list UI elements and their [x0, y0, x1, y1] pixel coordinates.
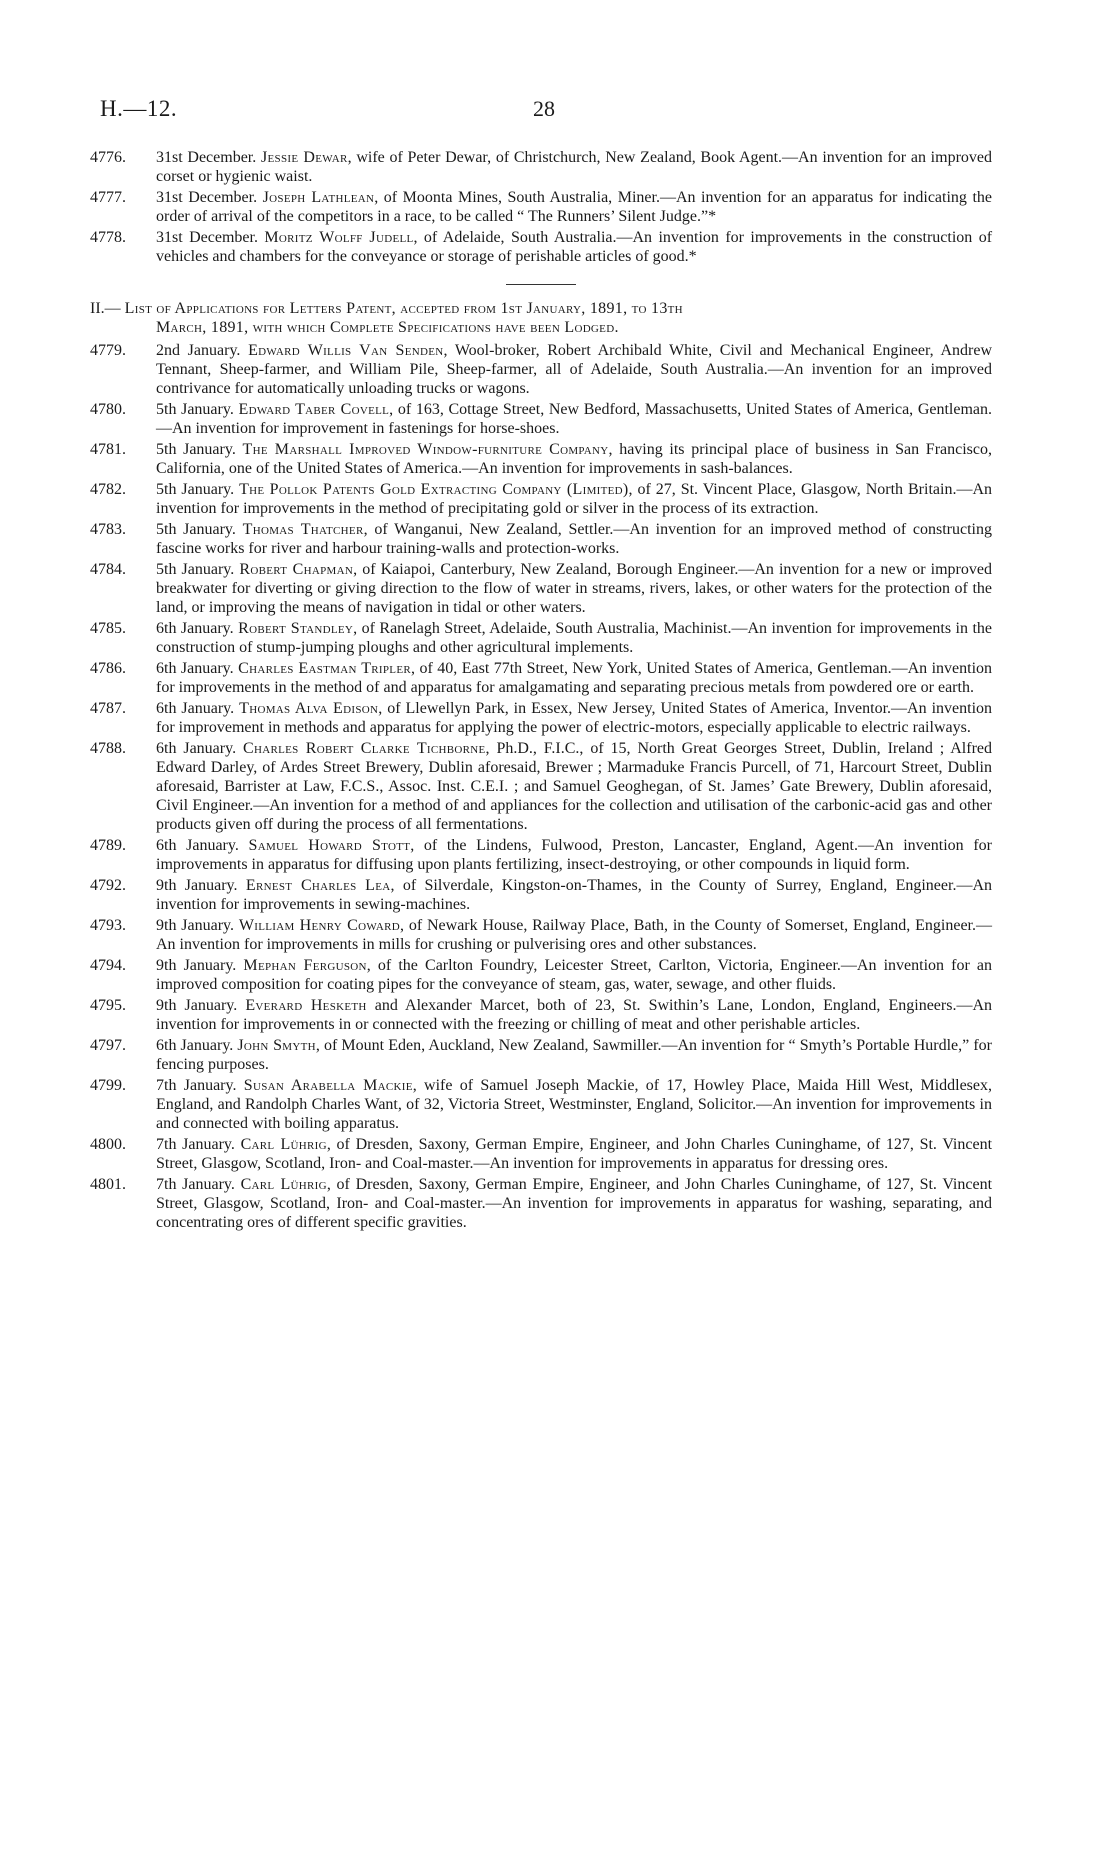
entry-date: 9th January. — [156, 917, 234, 934]
entry — [90, 480, 992, 518]
entries-list — [90, 341, 992, 1232]
section-title-line-2: March, 1891, with which Complete Specifications have been Lodged. — [156, 319, 619, 336]
entry-applicant: Everard Hesketh — [245, 997, 367, 1014]
entry-number: 4797. — [90, 1037, 126, 1054]
entry-number: 4780. — [90, 401, 126, 418]
entry-number: 4783. — [90, 521, 126, 538]
entry-date: 6th January. — [156, 660, 234, 677]
section-heading-line-1 — [90, 299, 992, 318]
entry-date: 5th January. — [156, 561, 235, 578]
running-head — [90, 96, 992, 136]
document-reference: H.—12. — [100, 96, 178, 121]
entry-number: 4778. — [90, 229, 126, 246]
entry-date: 6th January. — [156, 837, 239, 854]
entry-text: , Ph.D., F.I.C., of 15, North Great Georges Street, Dublin, Ireland ; Alfred Edward Darley, of Ardes Street Brewery, Dublin aforesaid, Brewer ; Marmaduke Francis Purcell, of 71, Harcourt Street, Dublin aforesaid, Barrister at Law, F.C.S., Assoc. Inst. C.E.I. ; and Samuel Geoghegan, of St. James’ Gate Brewery, Dublin aforesaid, Civil Engineer.—An invention for a method of and appliances for the collection and utilisation of the carbonic-acid gas and other products given off during the process of all fermentations. — [156, 740, 993, 833]
entry-text: , of 40, East 77th Street, New York, United States of America, Gentleman.—An invention for improvements in the method of and apparatus for amalgamating and separating precious metals from powdered ore or earth. — [156, 660, 993, 696]
entries-top — [90, 148, 992, 266]
entry-text: , of Silverdale, Kingston-on-Thames, in the County of Surrey, England, Engineer.—An invention for improvements in sewing-machines. — [156, 877, 993, 913]
section-heading — [90, 299, 992, 337]
entry-text: , of Moonta Mines, South Australia, Miner.—An invention for an apparatus for indicating the order of arrival of the competitors in a race, to be called “ The Runners’ Silent Judge.”* — [156, 189, 993, 225]
entry — [90, 619, 992, 657]
document-page — [90, 96, 992, 1234]
entry-applicant: Robert Standley — [238, 620, 354, 637]
entry-text: , having its principal place of business in San Francisco, California, one of the United States of America.—An invention for improvements in sash-balances. — [156, 441, 993, 477]
entry — [90, 560, 992, 617]
entry-number: 4782. — [90, 481, 126, 498]
entry-number: 4779. — [90, 342, 126, 359]
entry-number: 4801. — [90, 1176, 126, 1193]
entry-number: 4795. — [90, 997, 126, 1014]
entry-number: 4781. — [90, 441, 126, 458]
entry-applicant: Robert Chapman — [239, 561, 354, 578]
entry — [90, 996, 992, 1034]
entry-date: 5th January. — [156, 441, 236, 458]
entry-applicant: Samuel Howard Stott — [248, 837, 411, 854]
entry-applicant: Edward Willis Van Senden — [248, 342, 444, 359]
entry-text: , Wool-broker, Robert Archibald White, Civil and Mechanical Engineer, Andrew Tennant, Sheep-farmer, and William Pile, Sheep-farmer, all of Adelaide, South Australia.—An invention for an improved contrivance for automatically unloading trucks or wagons. — [156, 342, 992, 397]
entry-date: 7th January. — [156, 1176, 235, 1193]
entry-text: , of Newark House, Railway Place, Bath, in the County of Somerset, England, Engineer.—An invention for improvements in mills for crushing or pulverising ores and other substances. — [156, 917, 993, 953]
entry — [90, 1175, 992, 1232]
entry-applicant: William Henry Coward — [238, 917, 400, 934]
entry — [90, 1135, 992, 1173]
entry — [90, 341, 992, 398]
entry-text: , of 163, Cottage Street, New Bedford, Massachusetts, United States of America, Gentleman.—An invention for improvement in fastenings for horse-shoes. — [156, 401, 993, 437]
entry-text: , of Dresden, Saxony, German Empire, Engineer, and John Charles Cuninghame, of 127, St. Vincent Street, Glasgow, Scotland, Iron- and Coal-master.—An invention for improvements in apparatus for dressing ores. — [156, 1136, 993, 1172]
entry-date: 6th January. — [156, 740, 237, 757]
entry-date: 6th January. — [156, 1037, 234, 1054]
entry — [90, 400, 992, 438]
entry-applicant: Mephan Ferguson — [243, 957, 367, 974]
entry — [90, 148, 992, 186]
entry — [90, 520, 992, 558]
entry-date: 2nd January. — [156, 342, 241, 359]
section-title-line-1: List of Applications for Letters Patent, accepted from 1st January, 1891, to 13th — [124, 300, 683, 317]
entry-date: 5th January. — [156, 521, 236, 538]
section-label: II.— — [90, 300, 121, 317]
entry-date: 6th January. — [156, 700, 235, 717]
entry-text: , of Kaiapoi, Canterbury, New Zealand, Borough Engineer.—An invention for a new or improved breakwater for diverting or giving direction to the flow of water in streams, rivers, lakes, or other waters for the protection of the land, or improving the means of navigation in tidal or other waters. — [156, 561, 992, 616]
entry-text: , of Wanganui, New Zealand, Settler.—An invention for an improved method of constructing fascine works for river and harbour training-walls and protection-works. — [156, 521, 993, 557]
entry — [90, 228, 992, 266]
entry-applicant: John Smyth — [237, 1037, 316, 1054]
entry-applicant: Thomas Thatcher — [242, 521, 364, 538]
entry — [90, 876, 992, 914]
entry-number: 4776. — [90, 149, 126, 166]
entry-date: 7th January. — [156, 1077, 237, 1094]
page-number: 28 — [533, 96, 555, 121]
entry-number: 4786. — [90, 660, 126, 677]
entry-date: 9th January. — [156, 877, 238, 894]
entry-date: 6th January. — [156, 620, 234, 637]
entry — [90, 836, 992, 874]
entry — [90, 739, 992, 834]
entry-applicant: Charles Eastman Tripler — [238, 660, 411, 677]
entry-number: 4777. — [90, 189, 126, 206]
entry-applicant: Moritz Wolff Judell — [264, 229, 414, 246]
section-divider — [506, 284, 576, 285]
entry-date: 31st December. — [156, 229, 258, 246]
entry — [90, 1076, 992, 1133]
entry-date: 5th January. — [156, 481, 235, 498]
entry-date: 7th January. — [156, 1136, 235, 1153]
entry-applicant: Carl Lührig — [240, 1136, 327, 1153]
entry-text: , of Llewellyn Park, in Essex, New Jersey, United States of America, Inventor.—An invention for improvement in methods and apparatus for applying the power of electric-motors, especially applicable to electric railways. — [156, 700, 993, 736]
entry-text: , wife of Peter Dewar, of Christchurch, New Zealand, Book Agent.—An invention for an improved corset or hygienic waist. — [156, 149, 992, 185]
entry-date: 9th January. — [156, 997, 238, 1014]
entry-number: 4784. — [90, 561, 126, 578]
entry-date: 5th January. — [156, 401, 234, 418]
entry — [90, 659, 992, 697]
entry-text: , of Mount Eden, Auckland, New Zealand, Sawmiller.—An invention for “ Smyth’s Portable Hurdle,” for fencing purposes. — [156, 1037, 993, 1073]
entry-number: 4788. — [90, 740, 126, 757]
entry-number: 4793. — [90, 917, 126, 934]
entry-applicant: Charles Robert Clarke Tichborne — [242, 740, 486, 757]
entry-applicant: The Marshall Improved Window-furniture Company — [242, 441, 609, 458]
entry-date: 9th January. — [156, 957, 237, 974]
entry-number: 4785. — [90, 620, 126, 637]
entry-text: , of 27, St. Vincent Place, Glasgow, North Britain.—An invention for improvements in the method of precipitating gold or silver in the process of its extraction. — [156, 481, 992, 517]
entry — [90, 440, 992, 478]
entry-applicant: Jessie Dewar — [260, 149, 348, 166]
entry-text: , of the Lindens, Fulwood, Preston, Lancaster, England, Agent.—An invention for improvements in apparatus for diffusing upon plants fertilizing, insect-destroying, or other compounds in liquid form. — [156, 837, 992, 873]
entry-text: , of Dresden, Saxony, German Empire, Engineer, and John Charles Cuninghame, of 127, St. Vincent Street, Glasgow, Scotland, Iron- and Coal-master.—An invention for improvements in apparatus for washing, separating, and concentrating ores of different specific gravities. — [156, 1176, 993, 1231]
entry-number: 4792. — [90, 877, 126, 894]
entry-date: 31st December. — [156, 189, 258, 206]
entry-number: 4794. — [90, 957, 126, 974]
entry-applicant: The Pollok Patents Gold Extracting Company (Limited) — [239, 481, 629, 498]
entry — [90, 956, 992, 994]
entry-text: , of Adelaide, South Australia.—An invention for improvements in the construction of vehicles and chambers for the conveyance or storage of perishable articles of good.* — [156, 229, 993, 265]
entry-applicant: Ernest Charles Lea — [245, 877, 391, 894]
entry-number: 4800. — [90, 1136, 126, 1153]
entry-applicant: Thomas Alva Edison — [239, 700, 379, 717]
entry-applicant: Carl Lührig — [240, 1176, 327, 1193]
entry-text: and Alexander Marcet, both of 23, St. Swithin’s Lane, London, England, Engineers.—An invention for improvements in or connected with the freezing or chilling of meat and other perishable articles. — [156, 997, 993, 1033]
entry-text: , wife of Samuel Joseph Mackie, of 17, Howley Place, Maida Hill West, Middlesex, England, and Randolph Charles Want, of 32, Victoria Street, Westminster, England, Solicitor.—An invention for improvements in and connected with boiling apparatus. — [156, 1077, 993, 1132]
entry-number: 4799. — [90, 1077, 126, 1094]
entry-text: , of Ranelagh Street, Adelaide, South Australia, Machinist.—An invention for improvements in the construction of stump-jumping ploughs and other agricultural implements. — [156, 620, 993, 656]
entry — [90, 699, 992, 737]
entry-applicant: Susan Arabella Mackie — [243, 1077, 413, 1094]
entry-number: 4789. — [90, 837, 126, 854]
entry-applicant: Edward Taber Covell — [238, 401, 390, 418]
entry — [90, 916, 992, 954]
entry-applicant: Joseph Lathlean — [262, 189, 375, 206]
entry-text: , of the Carlton Foundry, Leicester Street, Carlton, Victoria, Engineer.—An invention for an improved composition for coating pipes for the conveyance of steam, gas, water, sewage, and other fluids. — [156, 957, 993, 993]
entry — [90, 1036, 992, 1074]
entry-number: 4787. — [90, 700, 126, 717]
entry-date: 31st December. — [156, 149, 257, 166]
entry — [90, 188, 992, 226]
